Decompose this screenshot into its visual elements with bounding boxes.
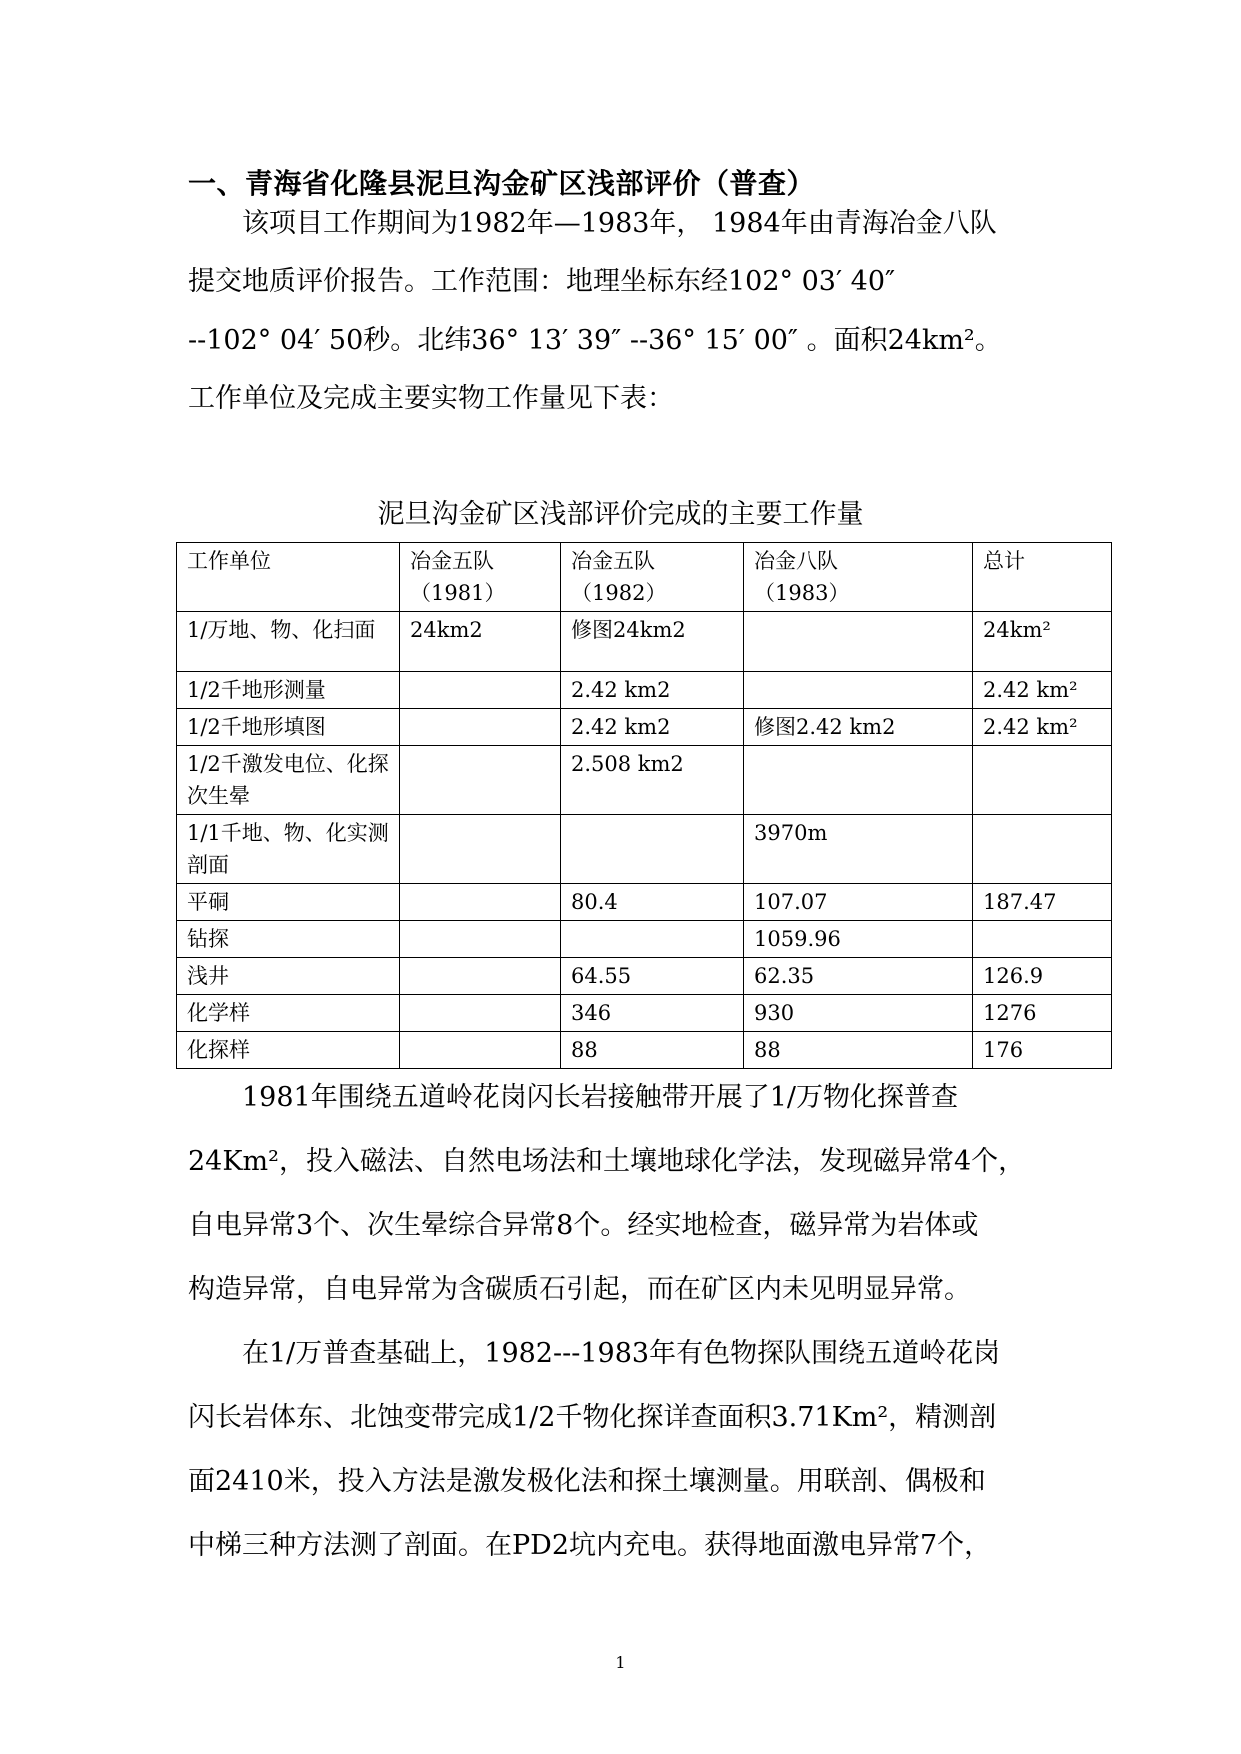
paragraph-line: --102° 04′ 50秒。北纬36° 13′ 39″ --36° 15′ 00″ 。面积24km²。: [188, 325, 1002, 356]
table-cell: 1/2千地形填图: [177, 709, 400, 746]
header-cell: 冶金八队 （1983）: [744, 543, 973, 612]
table-cell: 64.55: [561, 958, 744, 995]
table-cell: 62.35: [744, 958, 973, 995]
paragraph-line: 闪长岩体东、北蚀变带完成1/2千物化探详查面积3.71Km²，精测剖: [188, 1402, 997, 1433]
table-cell: [400, 884, 561, 921]
table-cell: 浅井: [177, 958, 400, 995]
table-cell: 107.07: [744, 884, 973, 921]
workload-table: [176, 542, 1112, 1069]
paragraph-line: 工作单位及完成主要实物工作量见下表：: [188, 383, 674, 414]
table-row: [177, 709, 1112, 746]
table-cell: 修图2.42 km2: [744, 709, 973, 746]
table-cell: [973, 921, 1112, 958]
table-row: [177, 612, 1112, 672]
table-cell: 126.9: [973, 958, 1112, 995]
table-caption: 泥旦沟金矿区浅部评价完成的主要工作量: [377, 499, 864, 530]
paragraph-line: 在1/万普查基础上，1982---1983年有色物探队围绕五道岭花岗: [188, 1338, 1001, 1369]
table-row: [177, 1032, 1112, 1069]
table-cell: [400, 672, 561, 709]
table-cell: 930: [744, 995, 973, 1032]
paragraph-line: 中梯三种方法测了剖面。在PD2坑内充电。获得地面激电异常7个，: [188, 1530, 992, 1561]
table-cell: 2.42 km2: [561, 709, 744, 746]
table-cell: 88: [561, 1032, 744, 1069]
table-cell: 化学样: [177, 995, 400, 1032]
table-cell: 80.4: [561, 884, 744, 921]
table-cell: 3970m: [744, 815, 973, 884]
table-row: [177, 884, 1112, 921]
table-cell: 1059.96: [744, 921, 973, 958]
table-row: [177, 958, 1112, 995]
table-cell: 化探样: [177, 1032, 400, 1069]
table-cell: [561, 815, 744, 884]
table-cell: [400, 1032, 561, 1069]
table-cell: 2.42 km²: [973, 709, 1112, 746]
table-cell: 2.42 km²: [973, 672, 1112, 709]
table-cell: [400, 921, 561, 958]
table-cell: 1/1千地、物、化实测剖面: [177, 815, 400, 884]
table-cell: 1/2千激发电位、化探次生晕: [177, 746, 400, 815]
header-cell: 工作单位: [177, 543, 400, 612]
table-cell: [744, 612, 973, 672]
table-cell: [973, 746, 1112, 815]
paragraph-line: 面2410米，投入方法是激发极化法和探土壤测量。用联剖、偶极和: [188, 1466, 986, 1497]
table-row: [177, 995, 1112, 1032]
paragraph-line: 24Km²，投入磁法、自然电场法和土壤地球化学法，发现磁异常4个，: [188, 1146, 1026, 1177]
page-number: 1: [615, 1653, 626, 1672]
header-cell: 冶金五队 （1982）: [561, 543, 744, 612]
table-cell: [400, 995, 561, 1032]
table-cell: 2.42 km2: [561, 672, 744, 709]
paragraph-line: 自电异常3个、次生晕综合异常8个。经实地检查，磁异常为岩体或: [188, 1210, 979, 1241]
table-cell: 2.508 km2: [561, 746, 744, 815]
table-cell: [744, 746, 973, 815]
table-header-row: [177, 543, 1112, 612]
paragraph-line: 提交地质评价报告。工作范围：地理坐标东经102° 03′ 40″: [188, 266, 896, 297]
table-cell: [400, 958, 561, 995]
table-row: [177, 672, 1112, 709]
table-cell: [973, 815, 1112, 884]
header-cell: 总计: [973, 543, 1112, 612]
table-cell: 修图24km2: [561, 612, 744, 672]
table-cell: 1/2千地形测量: [177, 672, 400, 709]
table-cell: [561, 921, 744, 958]
table-cell: [744, 672, 973, 709]
paragraph-line: 构造异常，自电异常为含碳质石引起，而在矿区内未见明显异常。: [188, 1274, 971, 1305]
table-cell: 187.47: [973, 884, 1112, 921]
paragraph-line: 1981年围绕五道岭花岗闪长岩接触带开展了1/万物化探普查: [188, 1082, 958, 1113]
table-cell: [400, 709, 561, 746]
header-cell: 冶金五队 （1981）: [400, 543, 561, 612]
table-cell: 88: [744, 1032, 973, 1069]
table-cell: 346: [561, 995, 744, 1032]
table-cell: 1276: [973, 995, 1112, 1032]
table-row: [177, 746, 1112, 815]
table-cell: [400, 746, 561, 815]
table-cell: 平硐: [177, 884, 400, 921]
paragraph-line: 该项目工作期间为1982年—1983年， 1984年由青海冶金八队: [188, 208, 997, 239]
table-cell: 24km²: [973, 612, 1112, 672]
table-row: [177, 815, 1112, 884]
table-cell: 1/万地、物、化扫面: [177, 612, 400, 672]
section-heading: 一、青海省化隆县泥旦沟金矿区浅部评价（普查）: [188, 167, 816, 200]
table-cell: 176: [973, 1032, 1112, 1069]
table-row: [177, 921, 1112, 958]
table-cell: 24km2: [400, 612, 561, 672]
table-cell: [400, 815, 561, 884]
table-cell: 钻探: [177, 921, 400, 958]
